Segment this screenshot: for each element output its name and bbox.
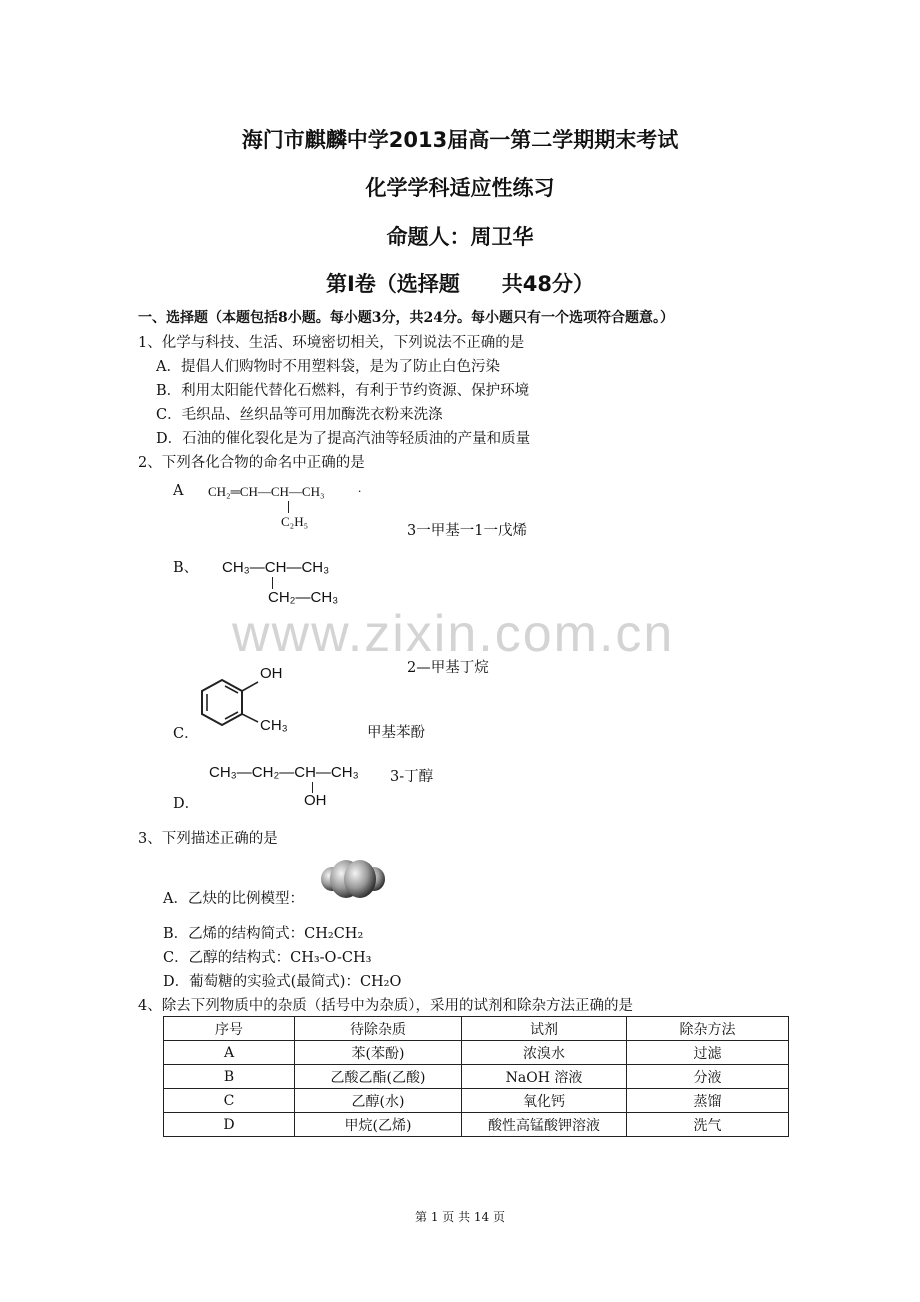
table-cell: 乙醇(水): [295, 1089, 462, 1113]
header-cell: 待除杂质: [295, 1017, 462, 1041]
q2-d-formula: CH₃—CH₂—CH—CH₃: [209, 764, 359, 781]
q2-a-label: A: [173, 483, 184, 499]
q2-a-substituent: C₂H₅: [281, 514, 309, 529]
part1-instruction: 一、选择题（本题包括8小题。每小题3分，共24分。每小题只有一个选项符合题意。）: [138, 310, 674, 326]
q2-d-substituent: OH: [304, 792, 327, 809]
header-cell: 序号: [164, 1017, 295, 1041]
table-cell: B: [164, 1065, 295, 1089]
table-header-row: [164, 1017, 789, 1041]
header-cell: 试剂: [462, 1017, 627, 1041]
q2-d-label: D．: [173, 796, 200, 812]
exam-author: 命题人：周卫华: [386, 225, 534, 249]
table-cell: D: [164, 1113, 295, 1137]
q3-option-a: A．乙炔的比例模型：: [163, 891, 304, 907]
table-row: [164, 1065, 789, 1089]
table-cell: 过滤: [627, 1041, 789, 1065]
q4-table: [163, 1016, 789, 1137]
section-title: 第Ⅰ卷（选择题 共48分）: [325, 272, 595, 296]
q2-c-label: C．: [173, 726, 199, 742]
q2-c-name: 甲基苯酚: [367, 725, 425, 741]
table-cell: 苯(苯酚): [295, 1041, 462, 1065]
q3-option-d: D．葡萄糖的实验式(最简式)：CH₂O: [163, 974, 402, 990]
q2-b-label: B、: [173, 560, 199, 576]
exam-subtitle: 化学学科适应性练习: [365, 176, 555, 200]
table-cell: A: [164, 1041, 295, 1065]
table-row: [164, 1041, 789, 1065]
table-cell: 甲烷(乙烯): [295, 1113, 462, 1137]
q2-c-oh: OH: [260, 665, 283, 682]
table-cell: 酸性高锰酸钾溶液: [462, 1113, 627, 1137]
q2-a-name: 3一甲基一1一戊烯: [407, 523, 527, 539]
q2-a-formula: CH₂═CH—CH—CH₃: [208, 484, 325, 499]
q2-b-name: 2—甲基丁烷: [407, 660, 489, 676]
q2-d-name: 3-丁醇: [390, 769, 434, 785]
q1-option-a: A．提倡人们购物时不用塑料袋，是为了防止白色污染: [156, 359, 500, 375]
q2-c-ch3: CH₃: [260, 717, 288, 734]
q3-option-b: B．乙烯的结构简式：CH₂CH₂: [163, 926, 364, 942]
page-footer: 第 1 页 共 14 页: [415, 1210, 505, 1224]
table-cell: 蒸馏: [627, 1089, 789, 1113]
q1-option-d: D．石油的催化裂化是为了提高汽油等轻质油的产量和质量: [156, 431, 531, 447]
table-row: [164, 1113, 789, 1137]
q2-b-formula: CH₃—CH—CH₃: [222, 559, 330, 576]
table-cell: 氧化钙: [462, 1089, 627, 1113]
table-row: [164, 1089, 789, 1113]
table-cell: C: [164, 1089, 295, 1113]
table-cell: 乙酸乙酯(乙酸): [295, 1065, 462, 1089]
header-cell: 除杂方法: [627, 1017, 789, 1041]
q1-option-c: C．毛织品、丝织品等可用加酶洗衣粉来洗涤: [156, 407, 443, 423]
table-cell: 浓溴水: [462, 1041, 627, 1065]
q2-b-bond-line: [272, 577, 273, 589]
q4-stem: 4、除去下列物质中的杂质（括号中为杂质），采用的试剂和除杂方法正确的是: [138, 998, 633, 1014]
q2-a-bond-line: [288, 501, 289, 513]
benzene-ring-icon: [196, 672, 266, 736]
q2-b-substituent: CH₂—CH₃: [268, 589, 339, 606]
table-cell: 洗气: [627, 1113, 789, 1137]
q2-stem: 2、下列各化合物的命名中正确的是: [138, 455, 365, 471]
exam-title: 海门市麒麟中学2013届高一第二学期期末考试: [241, 128, 679, 152]
q3-stem: 3、下列描述正确的是: [138, 831, 278, 847]
table-cell: 分液: [627, 1065, 789, 1089]
watermark: www.zixin.com.cn: [232, 605, 675, 663]
q2-a-dot: .: [358, 480, 362, 495]
q1-stem: 1、化学与科技、生活、环境密切相关，下列说法不正确的是: [138, 335, 525, 351]
table-cell: NaOH 溶液: [462, 1065, 627, 1089]
q3-option-c: C．乙醇的结构式：CH₃-O-CH₃: [163, 950, 372, 966]
acetylene-model-icon: [318, 856, 388, 902]
q1-option-b: B．利用太阳能代替化石燃料，有利于节约资源、保护环境: [156, 383, 530, 399]
